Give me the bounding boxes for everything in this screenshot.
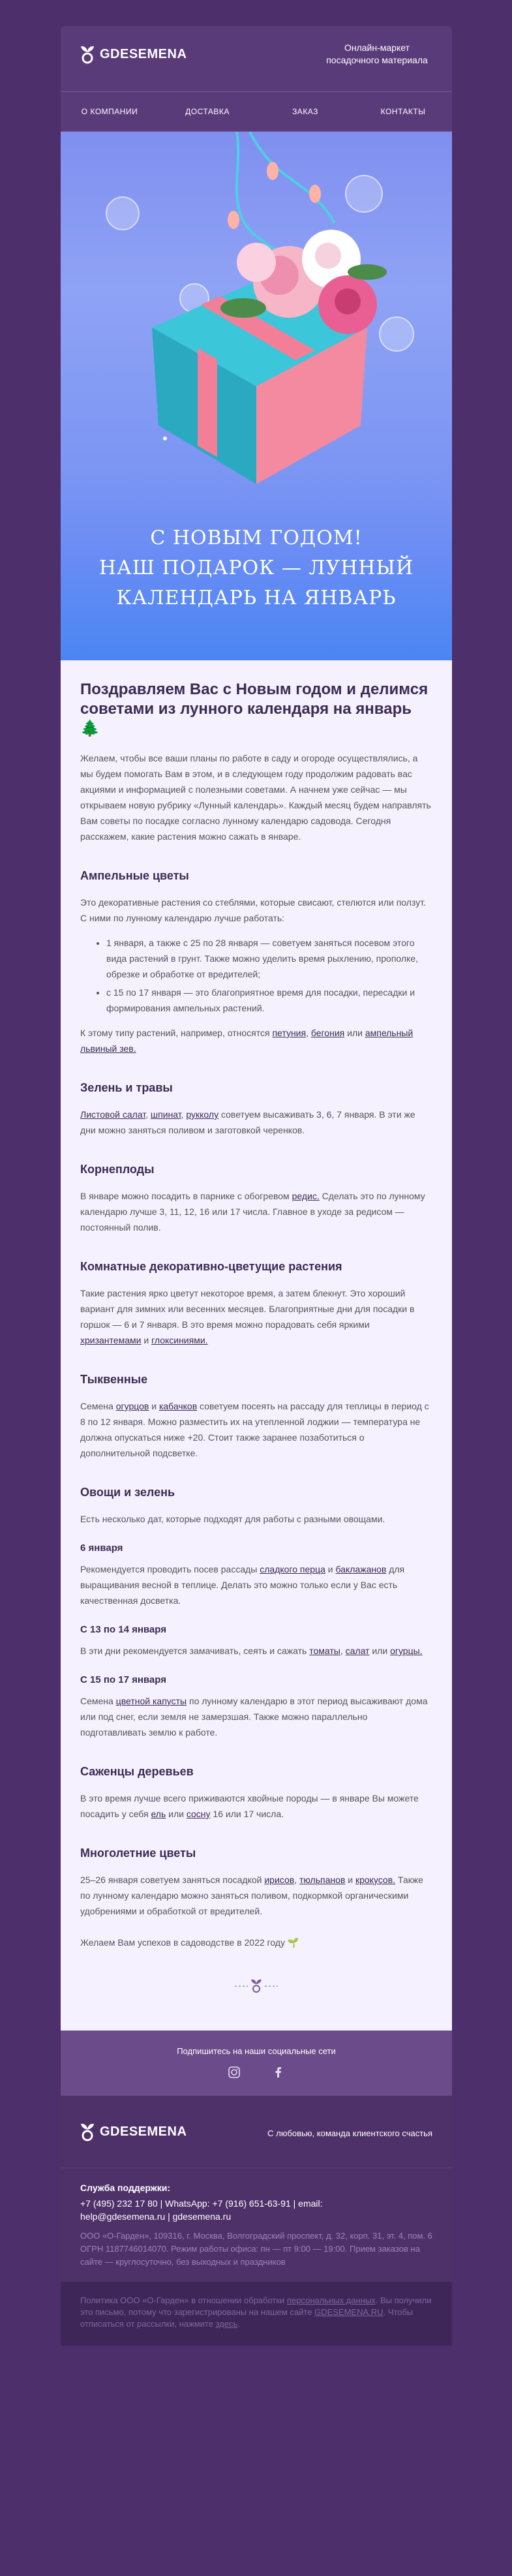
link-sladkiy-perets[interactable]: сладкого перца bbox=[260, 1564, 325, 1574]
text: В это время лучше всего приживаются хвойные породы — в январе Вы можете посадить у себя bbox=[80, 1793, 419, 1819]
link-kabachki[interactable]: кабачков bbox=[158, 1401, 198, 1411]
link-unsubscribe[interactable]: здесь bbox=[215, 2319, 238, 2329]
link-shpinat[interactable]: шпинат bbox=[150, 1109, 181, 1120]
text: и bbox=[345, 1875, 355, 1885]
link-salat-2[interactable]: салат bbox=[345, 1646, 370, 1656]
text: Политика ООО «О-Гарден» в отношении обработки bbox=[80, 2295, 287, 2305]
nav-contacts[interactable]: КОНТАКТЫ bbox=[380, 107, 426, 116]
section-title-ampelnye: Ампельные цветы bbox=[80, 869, 189, 882]
text: Такие растения ярко цветут некоторое время, а затем блекнут. Это хороший вариант для зимних или весенних месяцев. Благоприятные дни для посадки в горшок — 6 и 7 января. В это время можно порадовать себя яркими bbox=[80, 1288, 415, 1330]
text: . bbox=[237, 2319, 240, 2329]
divider-ornament bbox=[80, 1976, 432, 1998]
link-salat[interactable]: Листовой салат bbox=[80, 1109, 146, 1120]
text: и bbox=[149, 1401, 159, 1411]
section-title-tykvennye: Тыквенные bbox=[80, 1373, 148, 1386]
link-ogurtsy-2[interactable]: огурцы. bbox=[390, 1646, 423, 1656]
subsection-text-6-jan bbox=[80, 1561, 432, 1608]
section-text-ampelnye: Это декоративные растения со стеблями, которые свисают, стелются или ползут. С ними по лунному календарю лучше работать: bbox=[80, 897, 426, 923]
subsection-title-6-jan: 6 января bbox=[80, 1542, 123, 1554]
text: В январе можно посадить в парнике с обогревом bbox=[80, 1191, 292, 1201]
hero-title-line-2: НАШ ПОДАРОК — ЛУННЫЙ bbox=[98, 557, 414, 579]
text: , bbox=[181, 1109, 187, 1120]
nav-about[interactable]: О КОМПАНИИ bbox=[81, 107, 138, 116]
text: советуем посеять на рассаду для теплицы в период с 8 по 12 января. Можно разместить их на утепленной лоджии — температура не должна опускаться ниже +20. Стоит также заранее позаботиться о дополнительной подсветке. bbox=[80, 1401, 429, 1458]
footer-wish: С любовью, команда клиентского счастья bbox=[267, 2128, 432, 2138]
email-title: Поздравляем Вас с Новым годом и делимся советами из лунного календаря на январь 🌲 bbox=[80, 681, 429, 737]
email-footer bbox=[61, 2096, 452, 2168]
logo[interactable] bbox=[80, 44, 187, 64]
email-header bbox=[61, 26, 452, 92]
section-text-tykvennye bbox=[80, 1398, 432, 1461]
link-tyulpany[interactable]: тюльпанов bbox=[299, 1875, 346, 1885]
section-title-korneplody: Корнеплоды bbox=[80, 1163, 155, 1176]
social-block bbox=[61, 2031, 452, 2096]
link-baklazhany[interactable]: баклажанов bbox=[335, 1564, 387, 1574]
hero-banner[interactable] bbox=[61, 132, 452, 660]
tagline: Онлайн-маркет посадочного материала bbox=[326, 42, 428, 65]
link-hrizantemy[interactable]: хризантемами bbox=[80, 1335, 142, 1345]
link-irisy[interactable]: ирисов bbox=[264, 1875, 295, 1885]
link-rukkola[interactable]: рукколу bbox=[186, 1109, 219, 1120]
legal-ogrn: ОГРН 1187746014070. Режим работы офиса: пн — пт 9:00 — 19:00. Прием заказов на сайте — круглосуточно, без выходных и праздников bbox=[80, 2244, 420, 2267]
link-personal-data[interactable]: персональных данных bbox=[286, 2295, 376, 2305]
support-title: Служба поддержки: bbox=[80, 2183, 170, 2193]
text: советуем высаживать 3, 6, 7 января. В эти же дни можно заняться поливом и заготовкой черенков. bbox=[80, 1109, 415, 1135]
text: 25–26 января советуем заняться посадкой bbox=[80, 1875, 265, 1885]
section-text-mnogoletnie bbox=[80, 1872, 432, 1919]
social-icons bbox=[61, 2066, 452, 2078]
support-contacts[interactable]: +7 (495) 232 17 80 | WhatsApp: +7 (916) 651-63-91 | email: bbox=[80, 2198, 323, 2209]
link-petunia[interactable]: петуния bbox=[272, 1028, 307, 1038]
hero-title-line-1: С НОВЫМ ГОДОМ! bbox=[150, 527, 363, 549]
sprout-divider-icon bbox=[233, 1976, 279, 1996]
support-email[interactable]: help@gdesemena.ru | gdesemena.ru bbox=[80, 2211, 232, 2222]
subsection-text-13-14-jan bbox=[80, 1643, 432, 1659]
hero-title-line-3: КАЛЕНДАРЬ НА ЯНВАРЬ bbox=[116, 587, 397, 609]
main-nav bbox=[61, 92, 452, 132]
text: Семена bbox=[80, 1401, 116, 1411]
logo-text: GDESEMENA bbox=[100, 46, 187, 61]
closing-paragraph: Желаем Вам успехов в садоводстве в 2022 году 🌱 bbox=[80, 1937, 299, 1948]
text: . Чтобы отписаться от рассылки, нажмите bbox=[80, 2307, 414, 2329]
text: В эти дни рекомендуется замачивать, сеять и сажать bbox=[80, 1646, 310, 1656]
text: или bbox=[344, 1028, 365, 1038]
text: Также по лунному календарю можно заняться поливом, подкормкой органическими удобрениями и обработкой от вредителей. bbox=[80, 1875, 423, 1916]
support-block bbox=[61, 2168, 452, 2282]
ampelnye-examples bbox=[80, 1025, 432, 1056]
section-text-komnatnye bbox=[80, 1285, 432, 1348]
footer-logo[interactable] bbox=[80, 2122, 187, 2141]
text: Сделать это по лунному календарю лучше 3, 11, 12, 16 или 17 числа. Главное в уходе за редисом — постоянный полив. bbox=[80, 1191, 425, 1233]
hero-title bbox=[61, 523, 452, 613]
social-title: Подпишитесь на наши социальные сети bbox=[177, 2046, 336, 2056]
link-gloksinii[interactable]: глоксиниями. bbox=[151, 1335, 208, 1345]
link-redis[interactable]: редис. bbox=[292, 1191, 320, 1201]
link-krokusy[interactable]: крокусов. bbox=[355, 1875, 396, 1885]
text: , bbox=[306, 1028, 311, 1038]
section-text-sazhentsy bbox=[80, 1790, 432, 1822]
text: Рекомендуется проводить посев рассады bbox=[80, 1564, 260, 1574]
sprout-logo-icon bbox=[80, 44, 95, 64]
text: , bbox=[294, 1875, 299, 1885]
policy-block bbox=[61, 2282, 452, 2346]
text: , bbox=[145, 1109, 151, 1120]
email-container bbox=[61, 26, 452, 2346]
link-sosna[interactable]: сосну bbox=[186, 1809, 211, 1819]
nav-order[interactable]: ЗАКАЗ bbox=[292, 107, 318, 116]
link-site[interactable]: GDESEMENA.RU bbox=[314, 2307, 384, 2317]
section-title-ovoshchi: Овощи и зелень bbox=[80, 1486, 175, 1499]
section-title-sazhentsy: Саженцы деревьев bbox=[80, 1765, 194, 1778]
subsection-text-15-17-jan bbox=[80, 1693, 432, 1740]
text: для выращивания весной в теплице. Делать это можно только если у Вас есть качественная досветка. bbox=[80, 1564, 405, 1606]
section-text-zelen bbox=[80, 1107, 432, 1138]
subsection-title-15-17-jan: С 15 по 17 января bbox=[80, 1674, 166, 1685]
link-tomaty[interactable]: томаты bbox=[309, 1646, 340, 1656]
link-lvinyi-zev[interactable]: ампельный львиный зев. bbox=[80, 1028, 414, 1054]
section-title-komnatnye: Комнатные декоративно-цветущие растения bbox=[80, 1260, 342, 1273]
text: Семена bbox=[80, 1696, 116, 1706]
text: по лунному календарю в этот период высаживают дома или под снег, если земля не замерзшая. Также можно параллельно подготавливать землю к работе. bbox=[80, 1696, 428, 1738]
text: или bbox=[166, 1809, 187, 1819]
text: . Вы получили это письмо, потому что зарегистрированы на нашем сайте bbox=[80, 2295, 432, 2317]
text: или bbox=[369, 1646, 391, 1656]
subsection-title-13-14-jan: С 13 по 14 января bbox=[80, 1624, 166, 1635]
link-tsvetnaya-kapusta[interactable]: цветной капусты bbox=[115, 1696, 187, 1706]
section-text-korneplody bbox=[80, 1188, 432, 1235]
footer-logo-text: GDESEMENA bbox=[100, 2124, 187, 2139]
gift-flowers-illustration bbox=[61, 132, 452, 510]
text: , bbox=[340, 1646, 346, 1656]
legal-address: ООО «О-Гарден», 109316, г. Москва, Волгоградский проспект, д. 32, корп. 31, эт. 4, пом. 6 bbox=[80, 2231, 432, 2241]
list-item: • с 15 по 17 января — это благоприятное время для посадки, пересадки и формирования ампельных растений. bbox=[106, 985, 432, 1016]
text: 16 или 17 числа. bbox=[210, 1809, 284, 1819]
list-item: • 1 января, а также с 25 по 28 января — советуем заняться посевом этого вида растений в грунт. Также можно уделить время рыхлению, прополке, обрезке и обработке от вредителей; bbox=[106, 935, 432, 982]
text: К этому типу растений, например, относятся bbox=[80, 1028, 273, 1038]
link-ogurtsy[interactable]: огурцов bbox=[115, 1401, 149, 1411]
ampelnye-list bbox=[80, 935, 432, 1016]
intro-paragraph: Желаем, чтобы все ваши планы по работе в саду и огороде осуществлялись, а мы будем помогать Вам в этом, и в следующем году продолжим радовать вас акциями и информацией с полезными советами. А начнем уже сейчас — мы открываем новую рубрику «Лунный календарь». Каждый месяц будем направлять Вам советы по посадке согласно лунному календарю садовода. Сегодня расскажем, какие растения можно сажать в январе. bbox=[80, 753, 431, 842]
section-title-mnogoletnie: Многолетние цветы bbox=[80, 1847, 196, 1860]
nav-delivery[interactable]: ДОСТАВКА bbox=[185, 107, 230, 116]
instagram-icon[interactable] bbox=[228, 2066, 240, 2078]
sprout-logo-icon bbox=[80, 2122, 95, 2141]
link-begonia[interactable]: бегония bbox=[310, 1028, 345, 1038]
facebook-icon[interactable] bbox=[273, 2066, 284, 2078]
section-text-ovoshchi: Есть несколько дат, которые подходят для работы с разными овощами. bbox=[80, 1514, 385, 1524]
text: и bbox=[325, 1564, 336, 1574]
link-el[interactable]: ель bbox=[151, 1809, 166, 1819]
text: и bbox=[141, 1335, 152, 1345]
email-body bbox=[61, 660, 452, 2031]
section-title-zelen: Зелень и травы bbox=[80, 1081, 173, 1094]
